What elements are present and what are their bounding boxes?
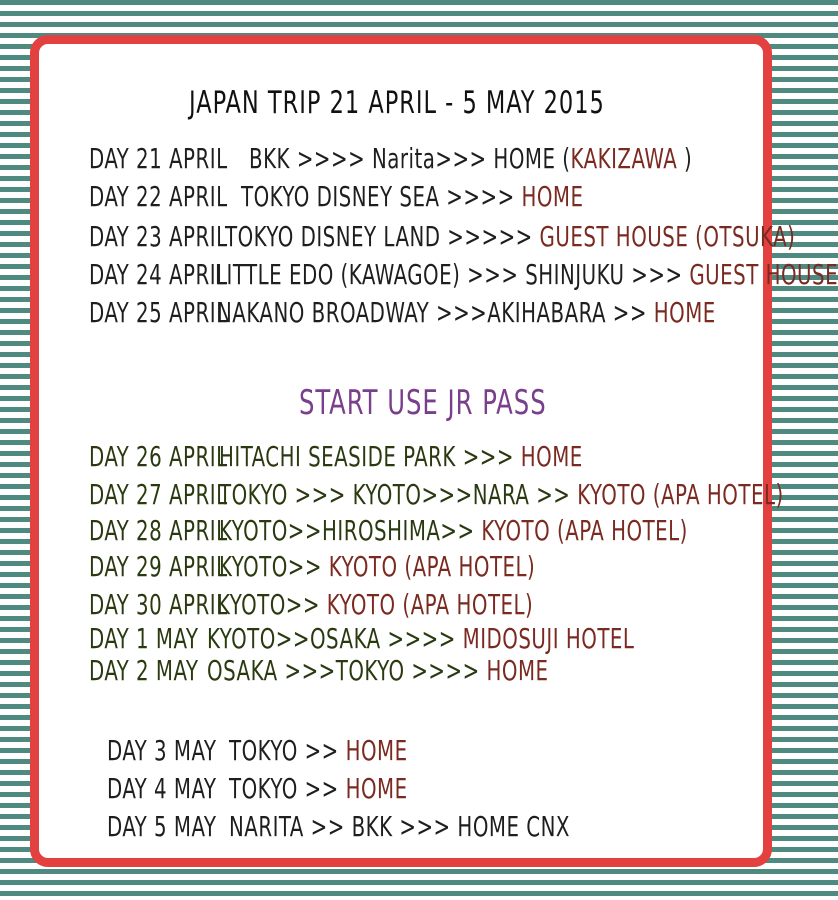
itinerary-route: KYOTO>> bbox=[219, 552, 329, 584]
itinerary-row bbox=[89, 144, 692, 175]
jr-pass-heading: START USE JR PASS bbox=[299, 384, 547, 423]
itinerary-row bbox=[89, 656, 549, 687]
itinerary-row bbox=[89, 624, 634, 655]
itinerary-day: DAY 25 APRIL bbox=[89, 298, 228, 330]
itinerary-destination: HOME bbox=[345, 736, 408, 768]
itinerary-destination: HOME bbox=[345, 774, 408, 806]
itinerary-day: DAY 5 MAY bbox=[107, 812, 217, 844]
itinerary-route: BKK >>>> Narita>>> HOME ( bbox=[249, 144, 571, 176]
itinerary-day: DAY 29 APRIL bbox=[89, 552, 228, 584]
itinerary-day: DAY 26 APRIL bbox=[89, 442, 228, 474]
itinerary-route: TOKYO DISNEY LAND >>>>> bbox=[225, 222, 540, 254]
itinerary-day: DAY 2 MAY bbox=[89, 656, 199, 688]
itinerary-day: DAY 22 APRIL bbox=[89, 182, 228, 214]
itinerary-destination: GUEST HOUSE (OTSUKA) bbox=[539, 222, 796, 254]
itinerary-row bbox=[107, 812, 570, 843]
itinerary-day: DAY 28 APRIL bbox=[89, 516, 228, 548]
itinerary-route: TOKYO >> bbox=[229, 774, 346, 806]
itinerary-day: DAY 3 MAY bbox=[107, 736, 217, 768]
itinerary-route: KYOTO>>HIROSHIMA>> bbox=[219, 516, 482, 548]
itinerary-day: DAY 24 APRIL bbox=[89, 260, 228, 292]
itinerary-route: OSAKA >>>TOKYO >>>> bbox=[207, 656, 487, 688]
itinerary-destination: KYOTO (APA HOTEL) bbox=[577, 480, 784, 512]
itinerary-row bbox=[89, 480, 784, 511]
itinerary-destination: HOME bbox=[486, 656, 549, 688]
itinerary-route: LITTLE EDO (KAWAGOE) >>> SHINJUKU >>> bbox=[215, 260, 690, 292]
itinerary-route: NAKANO BROADWAY >>>AKIHABARA >> bbox=[217, 298, 654, 330]
itinerary-day: DAY 21 APRIL bbox=[89, 144, 228, 176]
itinerary-row bbox=[89, 516, 688, 547]
itinerary-destination: HOME bbox=[521, 182, 584, 214]
itinerary-route: KYOTO>> bbox=[217, 590, 327, 622]
itinerary-day: DAY 4 MAY bbox=[107, 774, 217, 806]
itinerary-destination: KYOTO (APA HOTEL) bbox=[481, 516, 688, 548]
itinerary-row bbox=[107, 736, 408, 767]
itinerary-destination: HOME bbox=[653, 298, 716, 330]
itinerary-row bbox=[89, 442, 583, 473]
itinerary-title: JAPAN TRIP 21 APRIL - 5 MAY 2015 bbox=[189, 84, 605, 121]
itinerary-route: HITACHI SEASIDE PARK >>> bbox=[219, 442, 521, 474]
itinerary-row bbox=[89, 222, 795, 253]
itinerary-row bbox=[89, 260, 838, 291]
itinerary-row bbox=[89, 298, 716, 329]
itinerary-destination: MIDOSUJI HOTEL bbox=[462, 624, 635, 656]
itinerary-destination: KYOTO (APA HOTEL) bbox=[326, 590, 534, 622]
itinerary-destination: HOME bbox=[520, 442, 583, 474]
itinerary-day: DAY 1 MAY bbox=[89, 624, 199, 656]
itinerary-day: DAY 23 APRIL bbox=[89, 222, 228, 254]
itinerary-day: DAY 27 APRIL bbox=[89, 480, 228, 512]
itinerary-route-tail: ) bbox=[677, 144, 693, 176]
itinerary-destination: KYOTO (APA HOTEL) bbox=[328, 552, 536, 584]
itinerary-row bbox=[107, 774, 408, 805]
itinerary-destination: GUEST HOUSE bbox=[689, 260, 838, 292]
itinerary-route: TOKYO >>> KYOTO>>>NARA >> bbox=[219, 480, 578, 512]
itinerary-route: TOKYO >> bbox=[229, 736, 346, 768]
itinerary-row bbox=[89, 552, 535, 583]
itinerary-destination: KAKIZAWA bbox=[570, 144, 678, 176]
itinerary-card bbox=[30, 35, 838, 867]
itinerary-row bbox=[89, 590, 533, 621]
itinerary-row bbox=[89, 182, 584, 213]
itinerary-route: NARITA >> BKK >>> HOME CNX bbox=[229, 812, 570, 844]
itinerary-day: DAY 30 APRIL bbox=[89, 590, 228, 622]
itinerary-route: KYOTO>>OSAKA >>>> bbox=[207, 624, 463, 656]
itinerary-route: TOKYO DISNEY SEA >>>> bbox=[241, 182, 522, 214]
